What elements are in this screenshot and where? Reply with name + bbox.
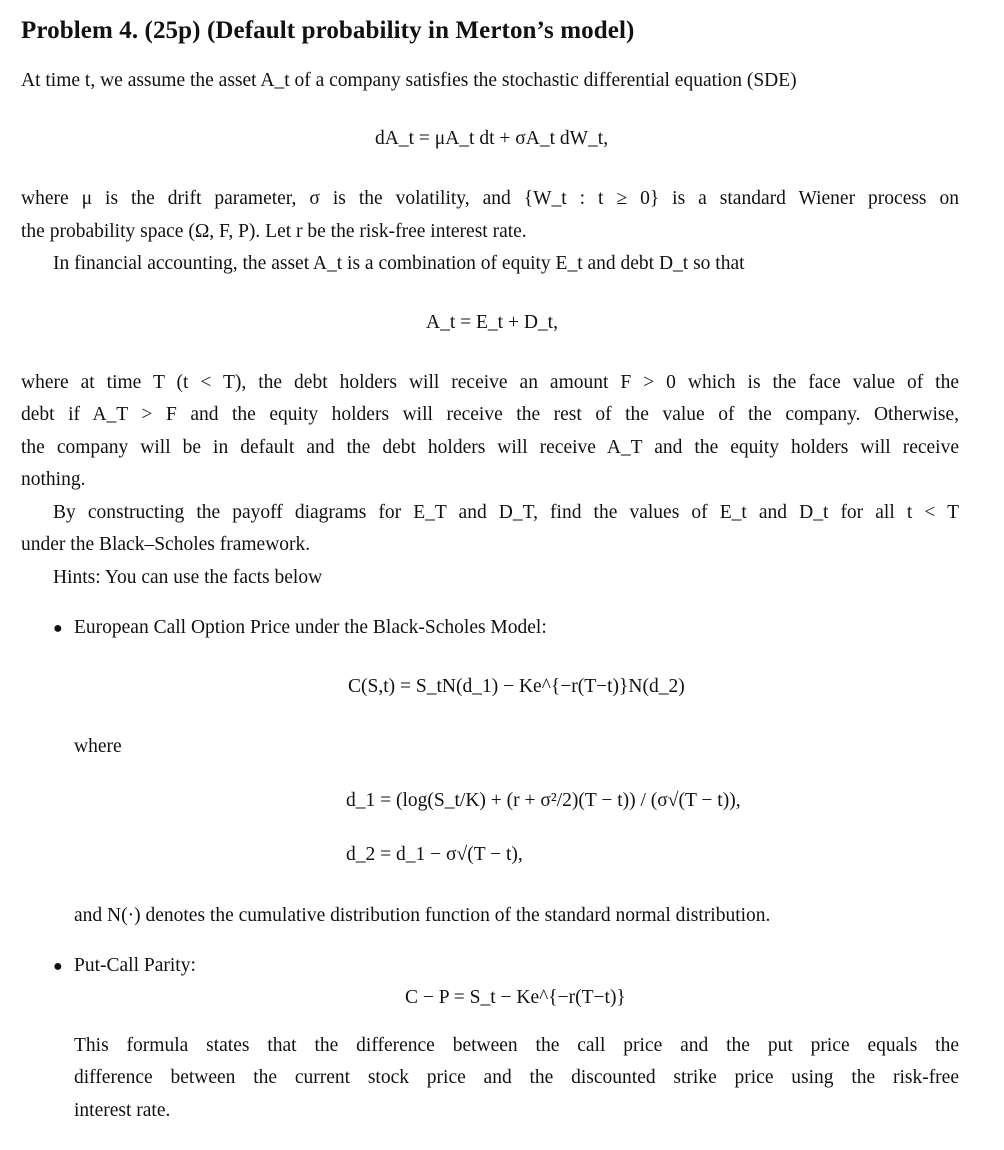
intro-text: At time t, we assume the asset A_t of a company satisfies the stochastic differential equation (SDE) [21,70,797,91]
payoff-line-4: nothing. [21,469,86,490]
bullet-marker: ● [53,958,63,975]
equation-balance: A_t = E_t + D_t, [426,312,558,333]
equation-sde: dA_t = μA_t dt + σA_t dW_t, [375,128,609,149]
where-line-2: the probability space (Ω, F, P). Let r be the risk-free interest rate. [21,221,527,242]
task-line-2: under the Black–Scholes framework. [21,534,311,555]
problem-title: Problem 4. (25p) (Default probability in Merton’s model) [21,17,635,44]
parity-explain-line-1: This formula states that the difference between the call price and the put price equals the [74,1035,959,1056]
parity-explain-line-2: difference between the current stock price and the discounted strike price using the risk-free [74,1067,959,1088]
payoff-line-3: the company will be in default and the debt holders will receive A_T and the equity holders will receive [21,437,959,458]
payoff-line-2: debt if A_T > F and the equity holders will receive the rest of the value of the company. Otherwise, [21,404,959,425]
bullet-call-label: European Call Option Price under the Black-Scholes Model: [74,617,547,638]
formula-d1: d_1 = (log(S_t/K) + (r + σ²/2)(T − t)) / (σ√(T − t)), [346,790,741,811]
formula-put-call-parity: C − P = S_t − Ke^{−r(T−t)} [405,987,626,1008]
payoff-line-1: where at time T (t < T), the debt holders will receive an amount F > 0 which is the face value of the [21,372,959,393]
where-line-1: where μ is the drift parameter, σ is the volatility, and {W_t : t ≥ 0} is a standard Wiener process on [21,188,959,209]
bullet-marker: ● [53,620,63,637]
where-label: where [74,736,122,757]
parity-explain-line-3: interest rate. [74,1100,171,1121]
formula-call-price: C(S,t) = S_tN(d_1) − Ke^{−r(T−t)}N(d_2) [348,676,685,697]
accounting-text: In financial accounting, the asset A_t is a combination of equity E_t and debt D_t so that [53,253,745,274]
cdf-note: and N(·) denotes the cumulative distribution function of the standard normal distribution. [74,905,771,926]
hints-text: Hints: You can use the facts below [53,567,323,588]
formula-d2: d_2 = d_1 − σ√(T − t), [346,844,523,865]
task-line-1: By constructing the payoff diagrams for E_T and D_T, find the values of E_t and D_t for all t < T [53,502,959,523]
bullet-parity-label: Put-Call Parity: [74,955,196,976]
